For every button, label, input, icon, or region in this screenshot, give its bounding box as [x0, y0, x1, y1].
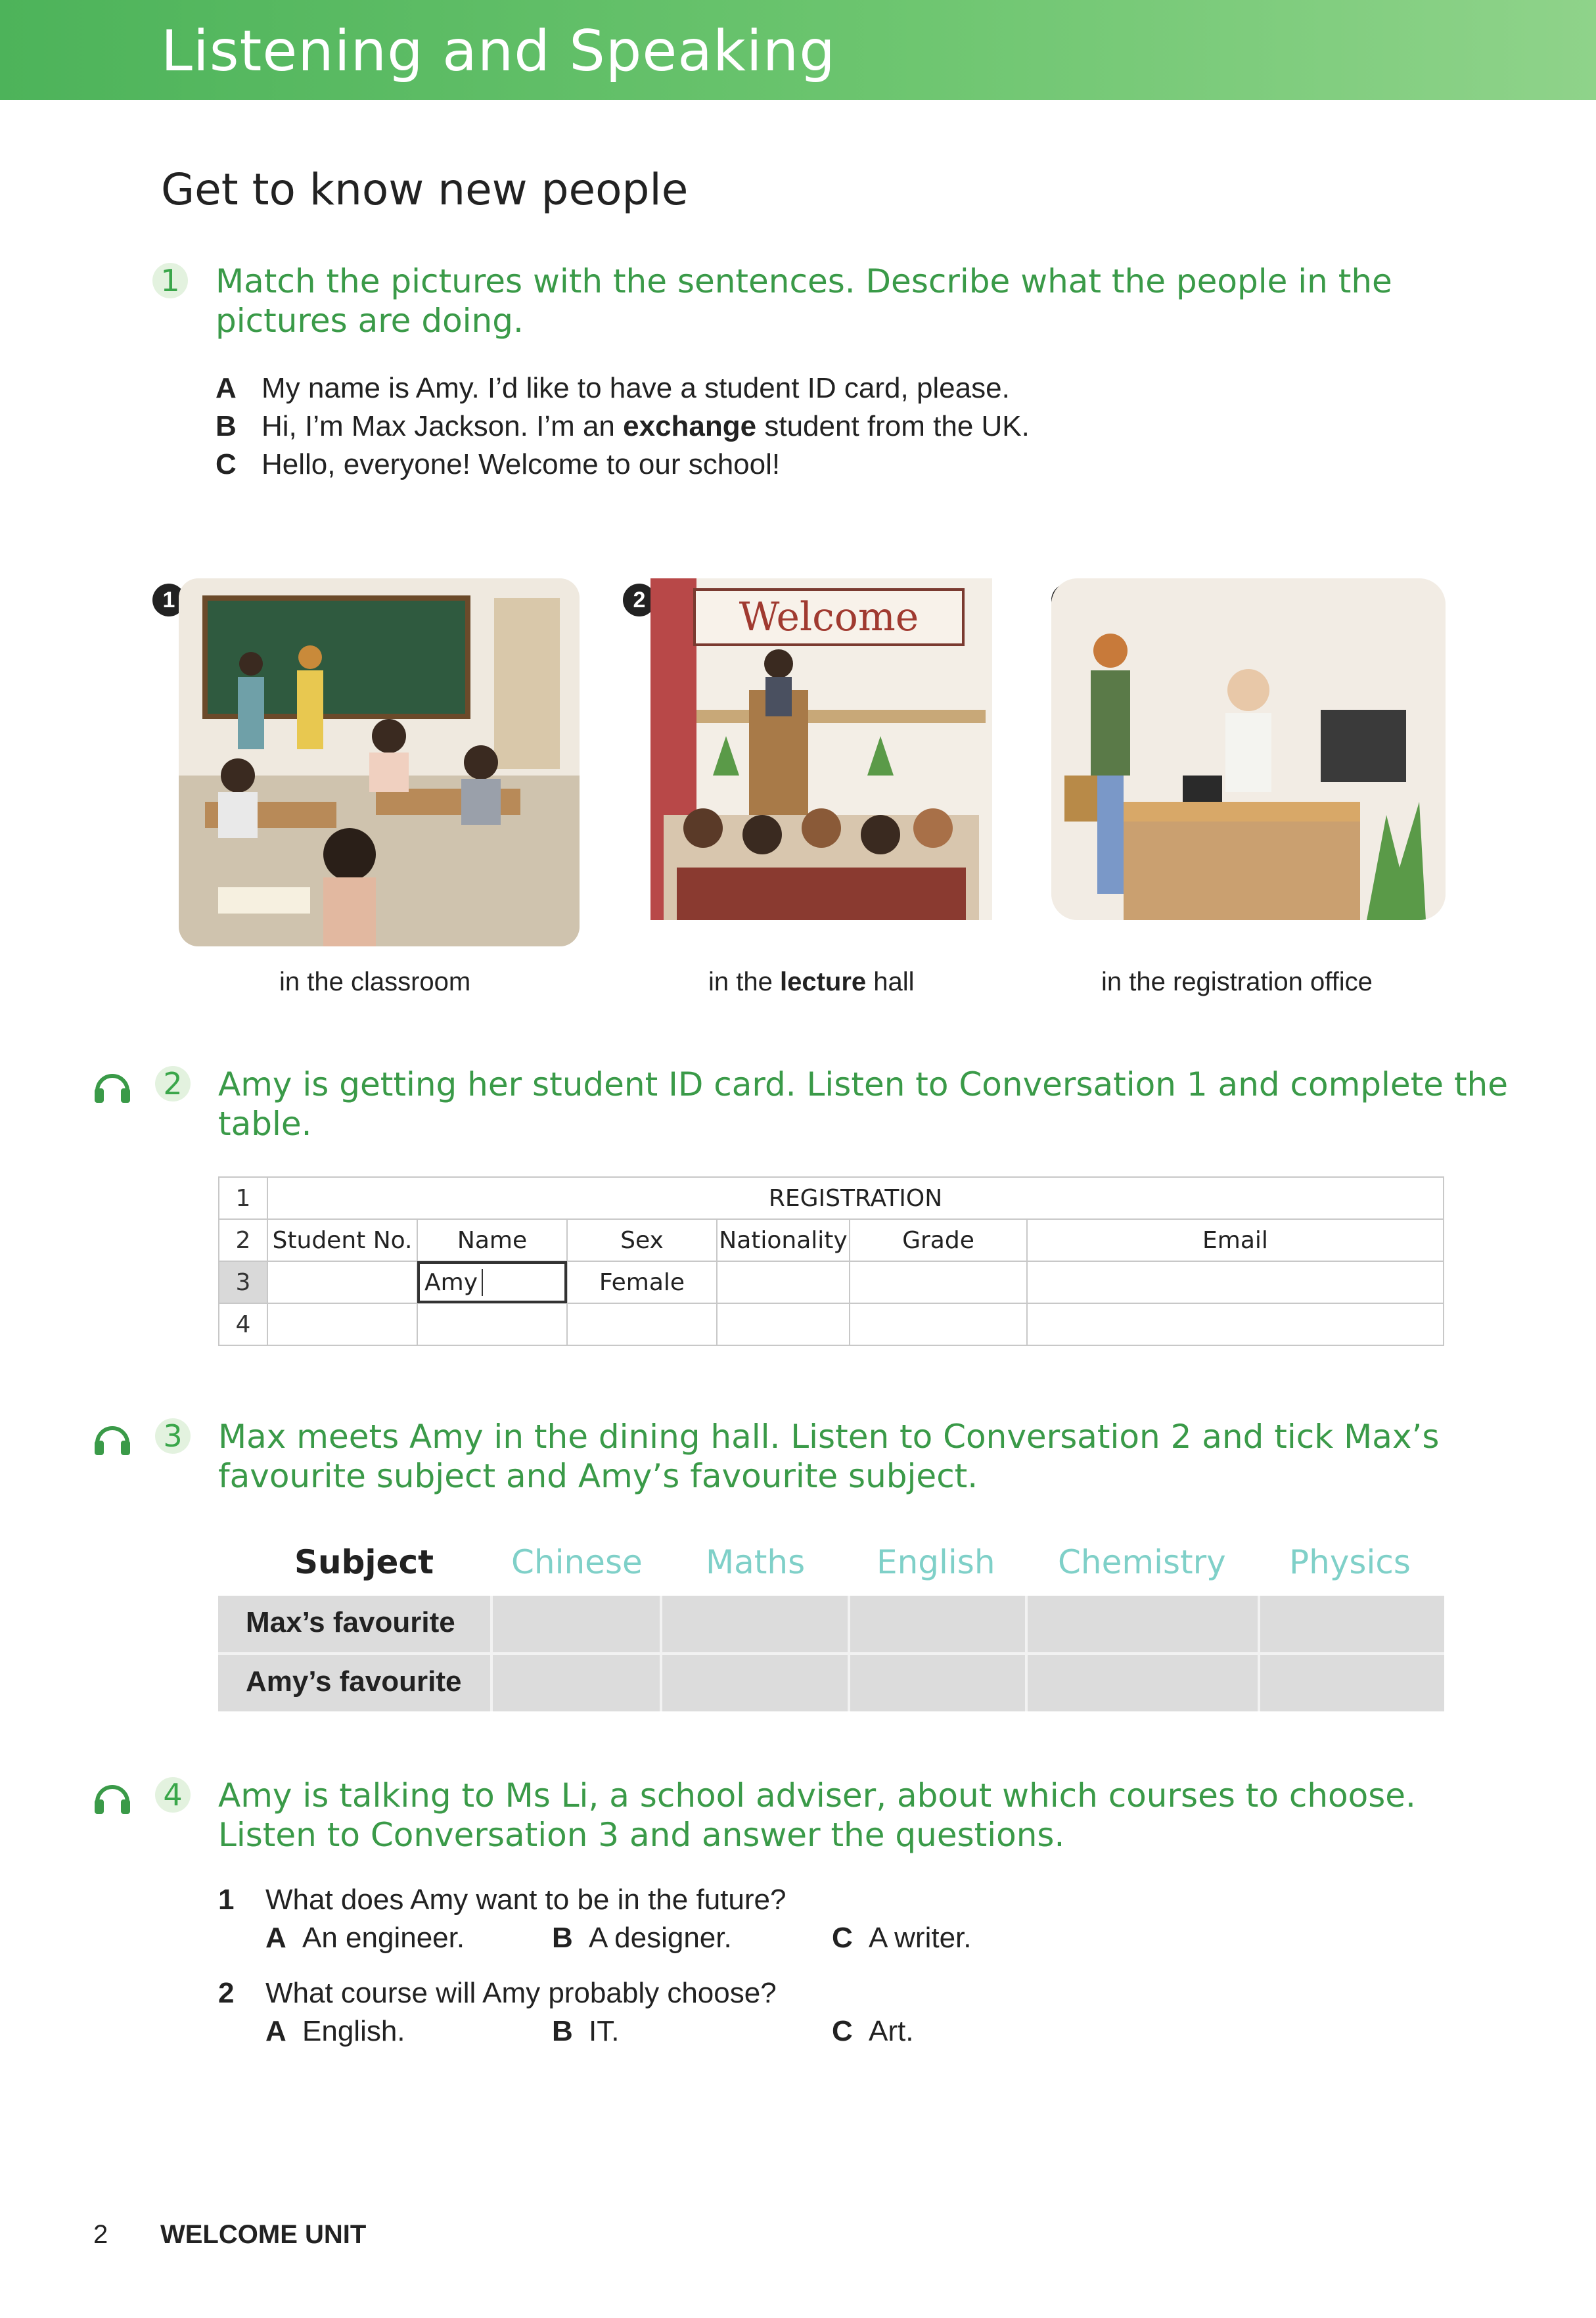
table-title: REGISTRATION	[267, 1177, 1444, 1219]
exercise-3-instruction: Max meets Amy in the dining hall. Listen to Conversation 2 and tick Max’s favourite subject and Amy’s favourite subject.	[218, 1418, 1440, 1495]
header-grade: Grade	[850, 1219, 1027, 1261]
cell-student-no[interactable]	[267, 1261, 417, 1303]
tick-cell-max-english[interactable]	[848, 1596, 1026, 1652]
registration-table	[218, 1176, 1444, 1346]
question-2-option-b[interactable]: B IT.	[552, 2015, 620, 2047]
cell-empty[interactable]	[717, 1303, 850, 1345]
sentence-a: A My name is Amy. I’d like to have a student ID card, please.	[216, 372, 1010, 404]
headphones-icon[interactable]	[92, 1066, 133, 1105]
exercise-4-number: 4	[155, 1777, 191, 1813]
cell-email[interactable]	[1027, 1261, 1444, 1303]
cell-empty[interactable]	[267, 1303, 417, 1345]
row-number: 4	[219, 1303, 267, 1345]
picture-1-caption: in the classroom	[279, 967, 471, 996]
picture-3-caption: in the registration office	[1101, 967, 1373, 996]
tick-cell-amy-physics[interactable]	[1258, 1655, 1447, 1711]
cell-empty[interactable]	[417, 1303, 567, 1345]
subject-chemistry: Chemistry	[1058, 1543, 1226, 1581]
question-1-option-c[interactable]: C A writer.	[832, 1922, 972, 1954]
subject-maths: Maths	[706, 1543, 806, 1581]
subject-label: Subject	[294, 1543, 434, 1581]
cell-grade[interactable]	[850, 1261, 1027, 1303]
question-2-number: 2	[218, 1977, 235, 2009]
sentence-c: C Hello, everyone! Welcome to our school!	[216, 448, 781, 480]
max-favourite-label: Max’s favourite	[246, 1606, 455, 1638]
cell-sex[interactable]: Female	[567, 1261, 717, 1303]
cell-name-active[interactable]: Amy	[417, 1261, 567, 1303]
cell-empty[interactable]	[567, 1303, 717, 1345]
headphones-icon[interactable]	[92, 1777, 133, 1817]
sentence-b: B Hi, I’m Max Jackson. I’m an exchange student from the UK.	[216, 410, 1030, 442]
max-favourite-row	[218, 1596, 1444, 1652]
exercise-1-sentences	[216, 369, 1030, 484]
exercise-4-instruction: Amy is talking to Ms Li, a school adviser, about which courses to choose. Listen to Conversation 3 and answer the questions.	[218, 1776, 1416, 1854]
picture-1-number: 1	[152, 584, 185, 616]
classroom-illustration	[179, 578, 580, 946]
tick-cell-amy-english[interactable]	[848, 1655, 1026, 1711]
cell-empty[interactable]	[1027, 1303, 1444, 1345]
question-1-text: What does Amy want to be in the future?	[265, 1884, 787, 1916]
tick-cell-amy-maths[interactable]	[660, 1655, 848, 1711]
picture-2-number: 2	[623, 584, 656, 616]
exercise-2-instruction: Amy is getting her student ID card. Listen to Conversation 1 and complete the table.	[218, 1065, 1509, 1143]
picture-2-caption: in the lecture hall	[708, 967, 915, 996]
cell-nationality[interactable]	[717, 1261, 850, 1303]
amy-favourite-row	[218, 1655, 1444, 1711]
tick-cell-max-chinese[interactable]	[490, 1596, 683, 1652]
tick-cell-max-chemistry[interactable]	[1025, 1596, 1259, 1652]
cell-empty[interactable]	[850, 1303, 1027, 1345]
row-number: 2	[219, 1219, 267, 1261]
exercise-3-number: 3	[155, 1418, 191, 1454]
text-cursor	[482, 1269, 490, 1296]
header-nationality: Nationality	[717, 1219, 850, 1261]
row-number-selected[interactable]: 3	[219, 1261, 267, 1303]
amy-favourite-label: Amy’s favourite	[246, 1665, 462, 1698]
question-1-option-a[interactable]: A An engineer.	[265, 1922, 465, 1954]
exercise-1-instruction: Match the pictures with the sentences. Describe what the people in the pictures are doing.	[216, 262, 1392, 340]
question-2-option-a[interactable]: A English.	[265, 2015, 405, 2047]
subject-chinese: Chinese	[511, 1543, 643, 1581]
question-1-number: 1	[218, 1884, 235, 1916]
welcome-banner: Welcome	[693, 588, 965, 646]
row-number: 1	[219, 1177, 267, 1219]
page-header-title: Listening and Speaking	[161, 18, 836, 84]
page-number: 2	[93, 2220, 108, 2249]
question-2-option-c[interactable]: C Art.	[832, 2015, 914, 2047]
header-sex: Sex	[567, 1219, 717, 1261]
headphones-icon[interactable]	[92, 1418, 133, 1458]
header-email: Email	[1027, 1219, 1444, 1261]
header-student-no: Student No.	[267, 1219, 417, 1261]
question-1-option-b[interactable]: B A designer.	[552, 1922, 732, 1954]
registration-office-illustration	[1051, 578, 1446, 920]
exercise-2-number: 2	[155, 1066, 191, 1101]
subject-english: English	[877, 1543, 995, 1581]
unit-label: WELCOME UNIT	[160, 2220, 367, 2249]
question-2-text: What course will Amy probably choose?	[265, 1977, 777, 2009]
tick-cell-max-physics[interactable]	[1258, 1596, 1447, 1652]
tick-cell-amy-chemistry[interactable]	[1025, 1655, 1259, 1711]
tick-cell-amy-chinese[interactable]	[490, 1655, 683, 1711]
exercise-1-number: 1	[152, 263, 188, 298]
section-title: Get to know new people	[161, 164, 689, 215]
header-name: Name	[417, 1219, 567, 1261]
subject-physics: Physics	[1289, 1543, 1411, 1581]
tick-cell-max-maths[interactable]	[660, 1596, 848, 1652]
